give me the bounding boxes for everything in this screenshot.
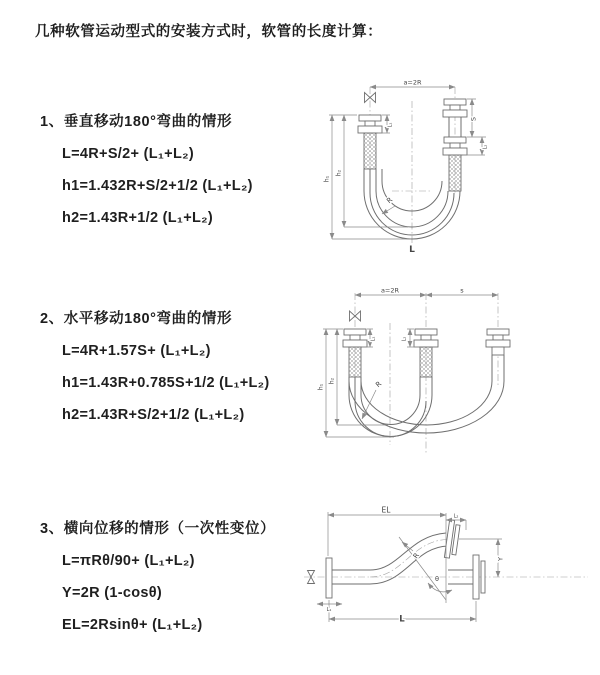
dim-label-s: S bbox=[469, 116, 478, 122]
section-2-heading: 2、水平移动180°弯曲的情形 bbox=[40, 311, 233, 327]
right-flange-fittings bbox=[443, 99, 467, 191]
dim-label-l1: L₁ bbox=[370, 336, 377, 342]
radius-label: R bbox=[374, 379, 384, 390]
section-3-heading: 3、横向位移的情形（一次性变位） bbox=[40, 521, 276, 537]
page-title: 几种软管运动型式的安装方式时，软管的长度计算： bbox=[35, 24, 383, 40]
section-horizontal-movement bbox=[40, 307, 310, 431]
length-label: L bbox=[409, 245, 415, 255]
dim-label-l2: L₂ bbox=[482, 144, 489, 150]
formula-length-2: L=4R+1.57S+ (L₁+L₂) bbox=[62, 343, 211, 359]
middle-flange-fitting bbox=[414, 329, 438, 377]
dim-label-l2: L₂ bbox=[453, 513, 459, 520]
formula-h1-1: h1=1.432R+S/2+1/2 (L₁+L₂) bbox=[62, 178, 253, 194]
left-flange-fitting bbox=[343, 329, 367, 377]
dim-label-h2: h₂ bbox=[328, 377, 336, 385]
diagram-lateral-displacement bbox=[296, 500, 596, 650]
dim-label-l1: L₁ bbox=[326, 607, 332, 613]
formula-length-3: L=πRθ/90+ (L₁+L₂) bbox=[62, 553, 195, 569]
diagram-horizontal-180-bend bbox=[306, 283, 588, 465]
construction-lines bbox=[399, 513, 446, 603]
section-1-formulas bbox=[40, 138, 310, 234]
radius-label: R bbox=[385, 195, 395, 206]
formula-el-3: EL=2Rsinθ+ (L₁+L₂) bbox=[62, 617, 203, 633]
section-3-formulas bbox=[40, 545, 310, 641]
dim-label-h2: h₂ bbox=[335, 169, 343, 177]
dim-label-l1: L₁ bbox=[387, 122, 394, 128]
dim-label-h1: h₁ bbox=[317, 383, 325, 391]
dim-label-a2r: a=2R bbox=[403, 78, 422, 87]
formula-h1-2: h1=1.43R+0.785S+1/2 (L₁+L₂) bbox=[62, 375, 270, 391]
dim-label-y: Y bbox=[496, 557, 505, 561]
dim-label-h1: h₁ bbox=[323, 175, 331, 183]
dim-label-a2r: a=2R bbox=[380, 286, 400, 295]
section-1-heading: 1、垂直移动180°弯曲的情形 bbox=[40, 114, 233, 130]
section-vertical-movement bbox=[40, 110, 310, 234]
dim-label-l2: L₂ bbox=[401, 336, 408, 342]
angle-label: θ bbox=[435, 575, 439, 583]
dimension-annotations bbox=[318, 287, 499, 438]
section-lateral-displacement bbox=[40, 517, 310, 641]
dim-label-length: L bbox=[399, 614, 405, 625]
dim-label-el: EL bbox=[381, 505, 391, 515]
formula-length-1: L=4R+S/2+ (L₁+L₂) bbox=[62, 146, 194, 162]
upper-flange-fitting bbox=[444, 520, 460, 559]
formula-h2-2: h2=1.43R+S/2+1/2 (L₁+L₂) bbox=[62, 407, 245, 423]
formula-y-3: Y=2R (1-cosθ) bbox=[62, 585, 162, 601]
formula-h2-1: h2=1.43R+1/2 (L₁+L₂) bbox=[62, 210, 214, 226]
radius-label: R bbox=[411, 551, 422, 561]
left-flange-fitting bbox=[358, 115, 382, 169]
shifted-flange-fitting bbox=[486, 329, 510, 355]
left-flange-fitting bbox=[326, 558, 370, 598]
section-2-formulas bbox=[40, 335, 310, 431]
diagram-vertical-180-bend bbox=[312, 73, 584, 263]
dim-label-shift: s bbox=[460, 286, 464, 295]
